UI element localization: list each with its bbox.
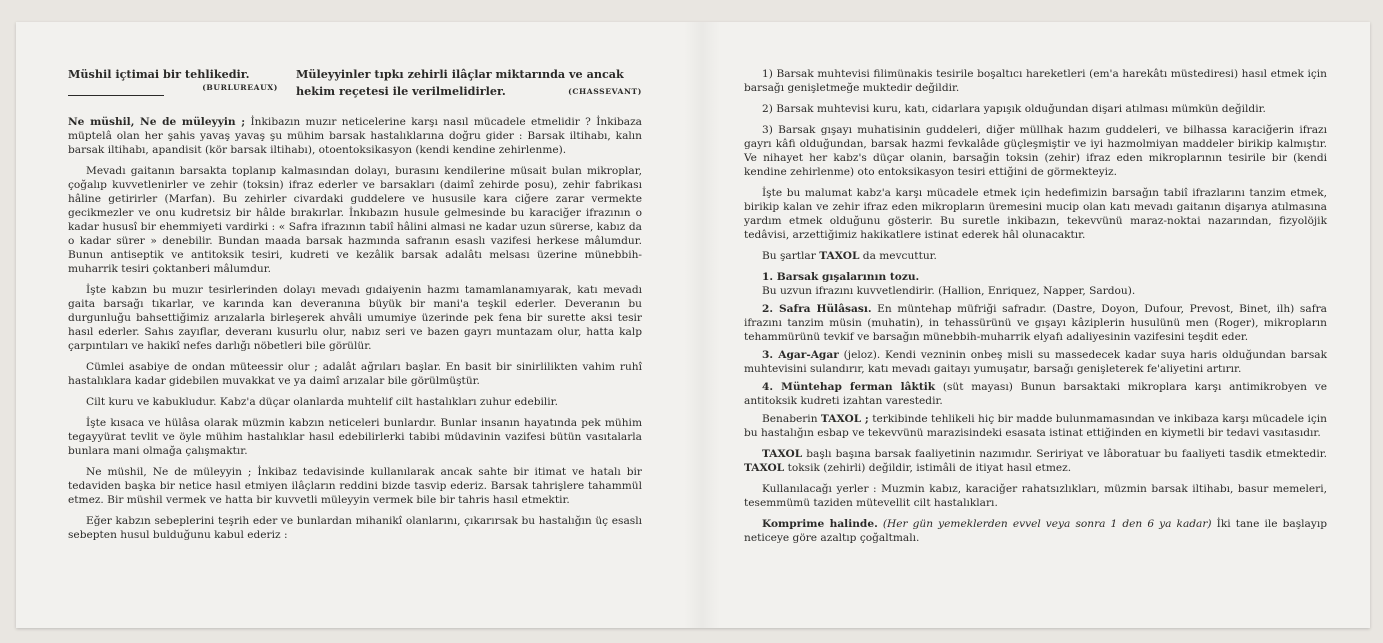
header-left-source: (BURLUREAUX) [202,83,278,92]
paragraph: 3) Barsak gışayı muhatisinin guddeleri, diğer müllhak hazım guddeleri, ve bilhassa karaciğerin ifrazı gayrı kâfi olduğundan, barsak hazmi fevkalâde güçleşmiştir ve iyi hazmolmiyan maddeler birikip kalmıştır. Ve nihayet her kabz's düçar olanin, barsağin toksin (zehir) ifraz eden mikroplarının tesirile bir (kendi kendine zehirlenme) oto entoksikasyon tesiri ettiğini de görmekteyiz. [744,124,1327,178]
ingredient-title: 3. Agar-Agar [762,349,839,361]
text: başlı başına barsak faaliyetinin nazımıdır. Seririyat ve lâboratuar bu faaliyeti tasdik etmektedir. [802,448,1327,460]
paragraph: Cilt kuru ve kabukludur. Kabz'a düçar olanlarda muhtelif cilt hastalıkları zuhur edebilir. [86,396,558,408]
brand-name: TAXOL ; [820,413,869,425]
paragraph: İşte bu malumat kabz'a karşı mücadele etmek için hedefimizin barsağın tabiî ifrazlarını tanzim etmek, birikip kalan ve zehir ifraz eden mikropların üremesini mucip olan katı mevadı gaitanın dişarıya atılmasına yardım etmek olduğunu gösterir. Bu suretle inkibazın, tekevvünü maraz-noktai nazarından, fizyolöjik tedâvisi, arzettiğimiz hakikatlere istinat ederek hâl olunacaktır. [744,187,1327,241]
ingredient-text: (jeloz). Kendi vezninin onbeş misli su massedecek kadar suya haris olduğundan barsak muhtevisini sulandırır, katı mevadı gaitayı yumuşatır, barsağı genişleterek fe'aliyetini artırır. [744,349,1327,375]
header-right-title: Müleyyinler tıpkı zehirli ilâçlar miktarında ve ancak hekim reçetesi ile verilmelidirler. [296,67,624,98]
ingredient-text: (süt mayası) Bunun barsaktaki mikroplara karşı antimikrobyen ve antitoksik kudreti izahtan varestedir. [744,381,1327,407]
intro-paragraph [68,115,642,157]
text: da mevcuttur. [859,250,937,262]
paragraph: Mevadı gaitanın barsakta toplanıp kalmasından dolayı, burasını kendilerine müsait bulan mikroplar, çoğalıp kuvvetlenirler ve zehir (toksin) ifraz ederler ve barsakları (daimî zehirde posu), zehir fabrikası hâline getirirler (Marfan). Bu zehirler civardaki guddelere ve hususile kara ciğere zarar vermekte gecikmezler ve onu kudretsiz bir hâlde bırakırlar. İnkıbazın husule gelmesinde bu karaciğer ifrazının o kadar hususî bir ehemmiyeti vardirki : « Safra ifrazının tabiî hâlini almasi ne kadar uzun sürerse, kabız da o kadar sürer » denebilir. Bundan maada barsak hazmında safranın esaslı vazifesi herkese mâlumdur. Bunun antiseptik ve antitoksik tesiri, kudreti ve kezâlik barsak adalâtı melsası üzerine münebbih-muharrik tesiri çoktanberi mâlumdur. [68,165,642,275]
header-rule [68,95,164,96]
header-right-source: (CHASSEVANT) [568,87,642,96]
center-fold [684,22,720,628]
paragraph: Cümlei asabiye de ondan müteessir olur ; adalât ağrıları başlar. En basit bir sinirlilikten vahim ruhî hastalıklara kadar gidebilen muvakkat ve ya daimî arızalar bile görülmüştür. [68,361,642,387]
header-right [296,66,642,96]
usage-paragraph: Kullanılacağı yerler : Muzmin kabız, karaciğer rahatsızlıkları, müzmin barsak iltihabı, basur memeleri, tesemmümü taziden mütevellit cilt hastalıkları. [744,483,1327,509]
text: terkibinde tehlikeli hiç bir madde bulunmamasından ve inkibaza karşı mücadele için bu hastalığın esbap ve tekevvünü marazisindeki esasata istinat ettiğinden en kiymetli bir tedavi vasıtasıdır. [744,413,1327,439]
brand-name: TAXOL [762,448,803,460]
intro-bold: Ne müshil, Ne de müleyyin ; [68,116,246,128]
paragraph: Ne müshil, Ne de müleyyin ; İnkibaz tedavisinde kullanılarak ancak sahte bir itimat ve hatalı bir tedaviden başka bir netice hasıl etmiyen ilâçların reddini bizde tasvip ederiz. Barsak tahrişlere tahammül etmez. Bir müshil vermek ve hatta bir kuvvetli müleyyin vermek bile bir tahris hasıl etmektir. [68,466,642,506]
dosage-italic: (Her gün yemeklerden evvel veya sonra 1 den 6 ya kadar) [877,518,1212,530]
paragraph: Eğer kabzın sebeplerini teşrih eder ve bunlardan mihanikî olanlarını, çıkarırsak bu hastalığın üç esaslı sebepten husul bulduğunu kabul ederiz : [68,515,642,541]
dosage-title: Komprime halinde. [762,518,878,530]
leaflet-sheet [16,22,1370,628]
ingredient-title: 1. Barsak gışalarının tozu. [762,271,920,283]
ingredient-text: Bu uzvun ifrazını kuvvetlendirir. (Hallion, Enriquez, Napper, Sardou). [762,285,1136,297]
header-left-title: Müshil içtimai bir tehlikedir. [68,67,250,81]
text: Benaberin [762,413,821,425]
text: İki tane ile başlayıp neticeye göre azaltıp çoğaltmalı. [744,518,1327,544]
ingredient-text: En müntehap müfriği safradır. (Dastre, Doyon, Dufour, Prevost, Binet, ilh) safra ifrazını tanzim müsin (muhatin), in tehassürünü ve gışayı kâziplerin husulünü men (Roger), mikropların tehammürünü tevkif ve barsağın münebbih-muharrik elyafı adaliyesinin vazifesini teşdit eder. [744,303,1327,343]
paragraph: 1) Barsak muhtevisi filimünakis tesirile boşaltıcı hareketleri (em'a harekâtı müstediresi) hasıl etmek için barsağı genişletmeğe muktedir değildir. [744,68,1327,94]
paragraph [744,412,1327,440]
left-column [68,115,642,549]
text: Bu şartlar [762,250,820,262]
paragraph: 2) Barsak muhtevisi kuru, katı, cidarlara yapışık olduğundan dişari atılması mümkün değildir. [762,103,1266,115]
text: toksik (zehirli) değildir, istimâli de itiyat hasıl etmez. [784,462,1072,474]
taxol-conditions [744,249,1327,263]
intro-text: İnkibazın muzır neticelerine karşı nasıl mücadele etmelidir ? İnkibaza müptelâ olan her şahis yavaş yavaş şu mühim barsak hastalıklarına doğru gider : Barsak iltihabı, kalın barsak iltihabı, apandisit (kör barsak iltihabı), otoentoksikasyon (kendi kendine zehirlenme). [68,116,642,156]
ingredient-item [744,302,1327,344]
dosage-paragraph [744,517,1327,545]
brand-name: TAXOL [744,462,785,474]
ingredient-title: 4. Müntehap ferman lâktik [762,381,936,393]
paragraph: İşte kabzın bu muzır tesirlerinden dolayı mevadı gıdaiyenin hazmı tamamlanamıyarak, katı mevadı gaita barsağı tıkarlar, ve karında kan deveranına büyük bir mani'a teşkil ederler. Deveranın bu durgunluğu bahsettiğimiz arızalarla birleşerek ahvâli umumiye üzerinde pek fena bir surette aksi tesir hasıl ederler. Sahıs zayıflar, deveranı kusurlu olur, nabız seri ve bazen gayrı muntazam olur, hatta kalp çarpıntıları ve hakikî nefes darlığı nöbetleri bile görülür. [68,284,642,352]
paragraph [744,447,1327,475]
ingredient-item [744,348,1327,376]
ingredient-item [744,380,1327,408]
brand-name: TAXOL [819,250,860,262]
ingredient-item [744,270,1327,298]
paragraph: İşte kısaca ve hülâsa olarak müzmin kabzın neticeleri bunlardır. Bunlar insanın hayatında pek mühim tegayyürat tevlit ve öyle mühim hastalıklar hasıl edebilirlerki tabibi müdavinin vazifesi bütün vasıtalarla bunlara mani olmağa çalışmaktır. [68,417,642,457]
header-left [68,66,278,92]
right-column [744,67,1327,552]
ingredient-title: 2. Safra Hülâsası. [762,303,872,315]
